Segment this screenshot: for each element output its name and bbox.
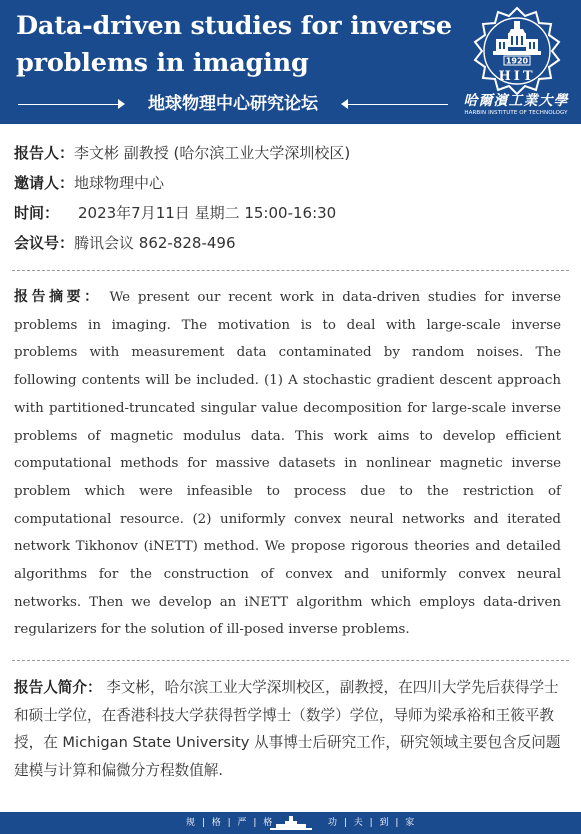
left-rule [18,104,118,105]
speaker-label: 报告人： [14,144,75,162]
university-name-cn: 哈爾濱工業大學 [463,93,569,109]
footer-bar [0,812,581,834]
bio-label: 报告人简介： [14,679,102,696]
building-icon [266,814,316,832]
right-rule [348,104,448,105]
university-name-en: HARBIN INSTITUTE OF TECHNOLOGY [464,110,568,116]
info-host [14,168,569,198]
talk-title: Data-driven studies for inverse problems in imaging [16,11,452,78]
abstract-text: We present our recent work in data-driven studies for inverse problems in imaging. The motivation is to deal with large-scale inverse problems with measurement data contaminated by random noises. The following contents will be included. (1) A stochastic gradient descent approach with partitioned-truncated singular value decomposition for large-scale inverse problems of magnetic modulus data. This work aims to develop efficient computational methods for massive datasets in nonlinear magnetic inverse problem which were infeasible to process due to the restriction of computational resource. (2) uniformly convex neural networks and iterated network Tikhonov (iNETT) method. We propose rigorous theories and detailed algorithms for the construction of convex and uniformly convex neural networks. Then we develop an iNETT algorithm which employs data-driven regularizers for the solution of ill-posed inverse problems. [14,290,562,638]
left-arrow-icon [118,99,125,109]
meeting-label: 会议号： [14,234,75,252]
host-label: 邀请人： [14,174,75,192]
host-value: 地球物理中心 [74,174,165,192]
speaker-value: 李文彬 副教授 (哈尔滨工业大学深圳校区) [74,144,351,162]
time-value: 2023年7月11日 星期二 15:00-16:30 [78,204,337,222]
speaker-bio [14,674,561,784]
bio-text: 李文彬，哈尔滨工业大学深圳校区，副教授，在四川大学先后获得学士和硕士学位，在香港科技大学获得哲学博士（数学）学位，导师为梁承裕和王筱平教授，在 Michigan State University 从事博士后研究工作，研究领域主要包含反问题建模与计算和偏微分方程数值解. [14,679,561,779]
series-name: 地球物理中心研究论坛 [148,94,318,114]
university-emblem-icon [467,4,567,104]
series-line [18,92,448,116]
info-time [14,198,569,228]
motto-right: 功 | 夫 | 到 | 家 [328,818,417,828]
motto-left: 规 | 格 | 严 | 格 [186,818,275,828]
divider [12,270,569,271]
divider [12,660,569,661]
emblem-year: 1920 [505,56,529,66]
info-speaker [14,138,569,168]
header-banner [0,0,581,124]
emblem-initials: HIT [498,69,536,84]
talk-info [14,138,569,258]
right-arrow-icon [341,99,348,109]
info-meeting [14,228,569,258]
meeting-value: 腾讯会议 862-828-496 [74,234,236,252]
abstract-label: 报告摘要： [14,289,102,305]
abstract [14,284,561,644]
time-label: 时间： [14,204,60,222]
